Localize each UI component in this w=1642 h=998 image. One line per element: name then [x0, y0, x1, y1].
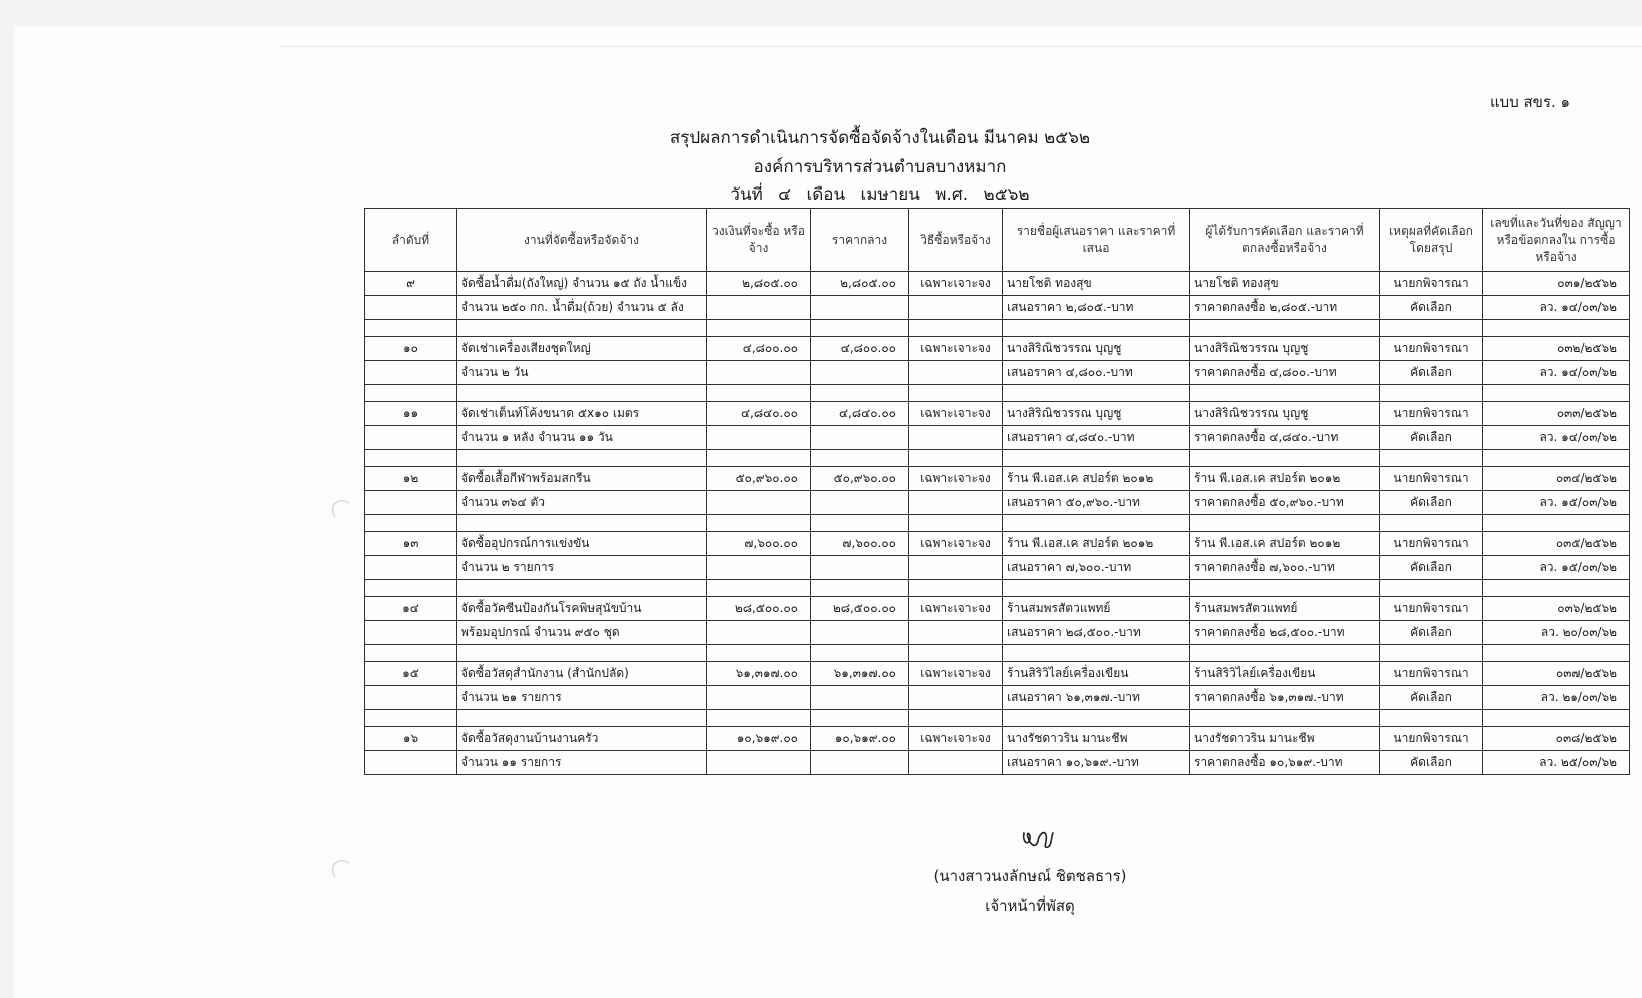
row-median-price: ๔,๘๐๐.๐๐ [811, 337, 909, 361]
row-winner: ร้าน พี.เอส.เค สปอร์ต ๒๐๑๒ [1190, 532, 1380, 556]
table-row-detail [365, 491, 1630, 515]
row-bid-price: เสนอราคา ๑๐,๖๑๙.-บาท [1003, 751, 1190, 775]
row-bidder: นางรัชดาวริน มานะชีพ [1003, 727, 1190, 751]
punch-hole-top [332, 500, 352, 520]
row-contract-date: ลว. ๑๔/๐๓/๖๒ [1483, 296, 1630, 320]
row-median-price: ๕๐,๙๖๐.๐๐ [811, 467, 909, 491]
procurement-table [364, 208, 1630, 775]
row-contract-date: ลว. ๑๔/๐๓/๖๒ [1483, 361, 1630, 385]
row-budget: ๖๑,๓๑๗.๐๐ [707, 662, 811, 686]
row-method: เฉพาะเจาะจง [909, 532, 1003, 556]
row-item: จัดซื้อน้ำดื่ม(ถังใหญ่) จำนวน ๑๕ ถัง น้ำแข็ง [457, 272, 707, 296]
row-bidder: ร้าน พี.เอส.เค สปอร์ต ๒๐๑๒ [1003, 467, 1190, 491]
row-contract-no: ๐๓๕/๒๕๖๒ [1483, 532, 1630, 556]
row-method: เฉพาะเจาะจง [909, 337, 1003, 361]
row-method: เฉพาะเจาะจง [909, 402, 1003, 426]
table-row-detail [365, 556, 1630, 580]
row-reason: นายกพิจารณา [1380, 597, 1483, 621]
row-no: ๑๒ [365, 467, 457, 491]
header-winner: ผู้ได้รับการคัดเลือก และราคาที่ตกลงซื้อหรือจ้าง [1190, 209, 1380, 272]
row-median-price: ๖๑,๓๑๗.๐๐ [811, 662, 909, 686]
row-win-price: ราคาตกลงซื้อ ๕๐,๙๖๐.-บาท [1190, 491, 1380, 515]
table-row-detail [365, 426, 1630, 450]
row-method: เฉพาะเจาะจง [909, 272, 1003, 296]
row-reason: นายกพิจารณา [1380, 467, 1483, 491]
table-row [365, 597, 1630, 621]
signer-name: (นางสาวนงลักษณ์ ชิตชลธาร) [933, 867, 1127, 885]
document-title: สรุปผลการดำเนินการจัดซื้อจัดจ้างในเดือน มีนาคม ๒๕๖๒ [669, 128, 1091, 148]
table-row [365, 337, 1630, 361]
table-row [365, 662, 1630, 686]
row-reason: นายกพิจารณา [1380, 662, 1483, 686]
row-median-price: ๒,๘๐๕.๐๐ [811, 272, 909, 296]
row-contract-date: ลว. ๒๑/๐๓/๖๒ [1483, 686, 1630, 710]
row-method: เฉพาะเจาะจง [909, 727, 1003, 751]
row-reason-detail: คัดเลือก [1380, 621, 1483, 645]
row-no: ๑๓ [365, 532, 457, 556]
row-budget: ๔,๘๔๐.๐๐ [707, 402, 811, 426]
table-row-detail [365, 751, 1630, 775]
row-win-price: ราคาตกลงซื้อ ๑๐,๖๑๙.-บาท [1190, 751, 1380, 775]
row-bid-price: เสนอราคา ๗,๖๐๐.-บาท [1003, 556, 1190, 580]
row-winner: ร้าน พี.เอส.เค สปอร์ต ๒๐๑๒ [1190, 467, 1380, 491]
row-contract-no: ๐๓๓/๒๕๖๒ [1483, 402, 1630, 426]
row-bidder: ร้านสมพรสัตวแพทย์ [1003, 597, 1190, 621]
row-item-detail: จำนวน ๓๖๔ ตัว [457, 491, 707, 515]
row-win-price: ราคาตกลงซื้อ ๒,๘๐๕.-บาท [1190, 296, 1380, 320]
row-item: จัดเช่าเครื่องเสียงชุดใหญ่ [457, 337, 707, 361]
row-contract-date: ลว. ๒๕/๐๓/๖๒ [1483, 751, 1630, 775]
row-bid-price: เสนอราคา ๒,๘๐๕.-บาท [1003, 296, 1190, 320]
row-median-price: ๒๘,๕๐๐.๐๐ [811, 597, 909, 621]
row-contract-date: ลว. ๑๕/๐๓/๖๒ [1483, 491, 1630, 515]
row-bid-price: เสนอราคา ๔,๘๔๐.-บาท [1003, 426, 1190, 450]
row-item-detail: พร้อมอุปกรณ์ จำนวน ๙๕๐ ชุด [457, 621, 707, 645]
row-win-price: ราคาตกลงซื้อ ๒๘,๕๐๐.-บาท [1190, 621, 1380, 645]
row-budget: ๒,๘๐๕.๐๐ [707, 272, 811, 296]
row-method: เฉพาะเจาะจง [909, 662, 1003, 686]
row-item: จัดเช่าเต็นท์โค้งขนาด ๕x๑๐ เมตร [457, 402, 707, 426]
row-bid-price: เสนอราคา ๒๘,๕๐๐.-บาท [1003, 621, 1190, 645]
punch-hole-bottom [332, 860, 352, 880]
row-winner: ร้านสิริวิไลย์เครื่องเขียน [1190, 662, 1380, 686]
handwritten-signature-icon [1018, 823, 1058, 857]
row-contract-date: ลว. ๑๕/๐๓/๖๒ [1483, 556, 1630, 580]
header-median-price: ราคากลาง [811, 209, 909, 272]
header-contract: เลขที่และวันที่ของ สัญญาหรือข้อตกลงใน การซื้อหรือจ้าง [1483, 209, 1630, 272]
row-win-price: ราคาตกลงซื้อ ๔,๘๐๐.-บาท [1190, 361, 1380, 385]
table-header-row [365, 209, 1630, 272]
row-bidder: นางสิริณิชวรรณ บุญชู [1003, 337, 1190, 361]
row-contract-date: ลว. ๑๔/๐๓/๖๒ [1483, 426, 1630, 450]
row-budget: ๒๘,๕๐๐.๐๐ [707, 597, 811, 621]
table-row [365, 467, 1630, 491]
row-reason-detail: คัดเลือก [1380, 751, 1483, 775]
header-reason: เหตุผลที่คัดเลือก โดยสรุป [1380, 209, 1483, 272]
row-reason-detail: คัดเลือก [1380, 426, 1483, 450]
form-code: แบบ สขร. ๑ [1490, 93, 1571, 111]
row-method: เฉพาะเจาะจง [909, 467, 1003, 491]
row-median-price: ๔,๘๔๐.๐๐ [811, 402, 909, 426]
row-reason-detail: คัดเลือก [1380, 491, 1483, 515]
row-budget: ๕๐,๙๖๐.๐๐ [707, 467, 811, 491]
row-median-price: ๑๐,๖๑๙.๐๐ [811, 727, 909, 751]
row-contract-no: ๐๓๔/๒๕๖๒ [1483, 467, 1630, 491]
row-winner: นางสิริณิชวรรณ บุญชู [1190, 402, 1380, 426]
row-reason: นายกพิจารณา [1380, 727, 1483, 751]
row-budget: ๑๐,๖๑๙.๐๐ [707, 727, 811, 751]
row-winner: ร้านสมพรสัตวแพทย์ [1190, 597, 1380, 621]
row-bidder: นายโชติ ทองสุข [1003, 272, 1190, 296]
table-row-detail [365, 296, 1630, 320]
row-winner: นางสิริณิชวรรณ บุญชู [1190, 337, 1380, 361]
row-item: จัดซื้ออุปกรณ์การแข่งขัน [457, 532, 707, 556]
table-row-detail [365, 361, 1630, 385]
header-budget: วงเงินที่จะซื้อ หรือจ้าง [707, 209, 811, 272]
table-row [365, 402, 1630, 426]
row-reason-detail: คัดเลือก [1380, 556, 1483, 580]
row-bidder: ร้านสิริวิไลย์เครื่องเขียน [1003, 662, 1190, 686]
table-row [365, 532, 1630, 556]
row-win-price: ราคาตกลงซื้อ ๖๑,๓๑๗.-บาท [1190, 686, 1380, 710]
row-reason: นายกพิจารณา [1380, 272, 1483, 296]
row-contract-no: ๐๓๒/๒๕๖๒ [1483, 337, 1630, 361]
row-item-detail: จำนวน ๑ หลัง จำนวน ๑๑ วัน [457, 426, 707, 450]
row-bidder: นางสิริณิชวรรณ บุญชู [1003, 402, 1190, 426]
signer-position: เจ้าหน้าที่พัสดุ [985, 897, 1075, 915]
row-item: จัดซื้อเสื้อกีฬาพร้อมสกรีน [457, 467, 707, 491]
header-item: งานที่จัดซื้อหรือจัดจ้าง [457, 209, 707, 272]
row-item-detail: จำนวน ๒ วัน [457, 361, 707, 385]
row-bid-price: เสนอราคา ๕๐,๙๖๐.-บาท [1003, 491, 1190, 515]
row-budget: ๗,๖๐๐.๐๐ [707, 532, 811, 556]
row-reason: นายกพิจารณา [1380, 532, 1483, 556]
row-reason: นายกพิจารณา [1380, 402, 1483, 426]
row-item-detail: จำนวน ๒ รายการ [457, 556, 707, 580]
table-row [365, 727, 1630, 751]
row-median-price: ๗,๖๐๐.๐๐ [811, 532, 909, 556]
document-date: วันที่ ๔ เดือน เมษายน พ.ศ. ๒๕๖๒ [730, 185, 1030, 205]
row-item-detail: จำนวน ๒๑ รายการ [457, 686, 707, 710]
row-contract-no: ๐๓๗/๒๕๖๒ [1483, 662, 1630, 686]
table-row-detail [365, 686, 1630, 710]
row-reason: นายกพิจารณา [1380, 337, 1483, 361]
row-bid-price: เสนอราคา ๔,๘๐๐.-บาท [1003, 361, 1190, 385]
row-win-price: ราคาตกลงซื้อ ๔,๘๔๐.-บาท [1190, 426, 1380, 450]
row-winner: นายโชติ ทองสุข [1190, 272, 1380, 296]
row-contract-no: ๐๓๘/๒๕๖๒ [1483, 727, 1630, 751]
row-method: เฉพาะเจาะจง [909, 597, 1003, 621]
header-bidders: รายชื่อผู้เสนอราคา และราคาที่เสนอ [1003, 209, 1190, 272]
row-contract-date: ลว. ๒๐/๐๓/๖๒ [1483, 621, 1630, 645]
row-item-detail: จำนวน ๒๕๐ กก. น้ำดื่ม(ถ้วย) จำนวน ๕ ลัง [457, 296, 707, 320]
row-reason-detail: คัดเลือก [1380, 361, 1483, 385]
organization-name: องค์การบริหารส่วนตำบลบางหมาก [753, 157, 1007, 177]
row-winner: นางรัชดาวริน มานะชีพ [1190, 727, 1380, 751]
row-no: ๑๕ [365, 662, 457, 686]
row-reason-detail: คัดเลือก [1380, 296, 1483, 320]
row-item: จัดซื้อวัสดุงานบ้านงานครัว [457, 727, 707, 751]
row-contract-no: ๐๓๑/๒๕๖๒ [1483, 272, 1630, 296]
header-no: ลำดับที่ [365, 209, 457, 272]
row-bid-price: เสนอราคา ๖๑,๓๑๗.-บาท [1003, 686, 1190, 710]
row-no: ๑๐ [365, 337, 457, 361]
row-no: ๑๑ [365, 402, 457, 426]
row-item-detail: จำนวน ๑๑ รายการ [457, 751, 707, 775]
table-row [365, 272, 1630, 296]
row-bidder: ร้าน พี.เอส.เค สปอร์ต ๒๐๑๒ [1003, 532, 1190, 556]
header-method: วิธีซื้อหรือจ้าง [909, 209, 1003, 272]
row-reason-detail: คัดเลือก [1380, 686, 1483, 710]
row-no: ๑๖ [365, 727, 457, 751]
table-row-detail [365, 621, 1630, 645]
row-budget: ๔,๘๐๐.๐๐ [707, 337, 811, 361]
row-win-price: ราคาตกลงซื้อ ๗,๖๐๐.-บาท [1190, 556, 1380, 580]
row-item: จัดซื้อวัสดุสำนักงาน (สำนักปลัด) [457, 662, 707, 686]
row-no: ๑๔ [365, 597, 457, 621]
row-contract-no: ๐๓๖/๒๕๖๒ [1483, 597, 1630, 621]
row-no: ๙ [365, 272, 457, 296]
row-item: จัดซื้อวัคซีนป้องกันโรคพิษสุนัขบ้าน [457, 597, 707, 621]
